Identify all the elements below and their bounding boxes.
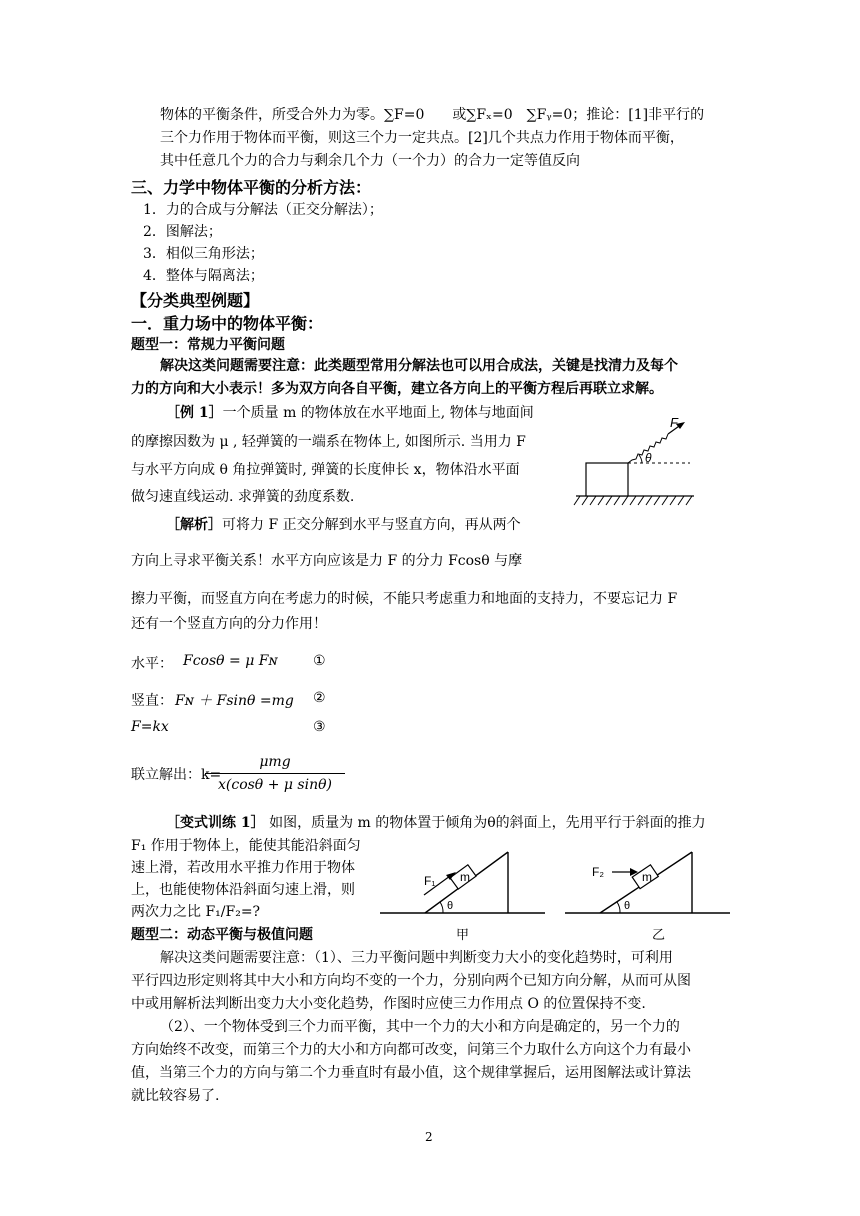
type1-note-line-1: 解决这类问题需要注意：此类题型常用分解法也可以用合成法，关键是找清力及每个: [160, 358, 678, 374]
eq3: F=kx: [131, 719, 169, 735]
type2-p1-line-2: 平行四边形定则将其中大小和方向均不变的一个力，分别向两个已知方向分解，从而可从图: [131, 973, 691, 989]
analysis-line-1: [166, 514, 521, 536]
solve-label: 联立解出：k=: [131, 767, 222, 783]
variant1-label: ［变式训练 1］: [166, 815, 265, 831]
analysis-text-1: 可将力 F 正交分解到水平与竖直方向，再从两个: [222, 517, 521, 533]
type2-p2-line-3: 值，当第三个力的方向与第二个力垂直时有最小值，这个规律掌握后，运用图解法或计算法: [131, 1065, 691, 1081]
type2-p2-line-1: （2）、一个物体受到三个力而平衡，其中一个力的大小和方向是确定的，另一个力的: [160, 1019, 680, 1035]
variant1-text-1: 如图，质量为 m 的物体置于倾角为θ的斜面上，先用平行于斜面的推力: [269, 815, 706, 831]
example1-line-4: 做匀速直线运动. 求弹簧的劲度系数.: [131, 489, 355, 505]
eq2-label: 竖直：: [131, 693, 173, 709]
method-item-1: 1．力的合成与分解法（正交分解法）；: [143, 202, 383, 218]
jia-caption: 甲: [456, 927, 470, 942]
section-heading: 三、力学中物体平衡的分析方法：: [131, 178, 372, 197]
type2-p1-line-1: 解决这类问题需要注意：（1）、三力平衡问题中判断变力大小的变化趋势时，可利用: [160, 950, 673, 966]
type1-note-line-2: 力的方向和大小表示！多为双方向各自平衡，建立各方向上的平衡方程后再联立求解。: [131, 381, 663, 397]
page-number: 2: [425, 1130, 433, 1144]
incline-figures: [380, 846, 740, 942]
type2-title: 题型二：动态平衡与极值问题: [131, 927, 313, 943]
example1-line-3: 与水平方向成 θ 角拉弹簧时, 弹簧的长度伸长 x，物体沿水平面: [131, 462, 520, 478]
analysis-line-3: 擦力平衡，而竖直方向在考虑力的时候，不能只考虑重力和地面的支持力，不要忘记力 F: [131, 591, 678, 607]
intro-line-2: 三个力作用于物体而平衡，则这三个力一定共点。[2]几个共点力作用于物体而平衡，: [160, 130, 684, 146]
type2-p2-line-2: 方向始终不改变，而第三个力的大小和方向都可改变，问第三个力取什么方向这个力有最小: [131, 1042, 691, 1058]
spring-block-figure: [572, 410, 702, 508]
analysis-line-4: 还有一个竖直方向的分力作用！: [131, 616, 327, 632]
eq3-number: ③: [313, 719, 326, 735]
yi-angle-label: θ: [624, 900, 631, 912]
fig1-angle-label: θ: [645, 451, 652, 465]
eq2: Fɴ ＋ Fsinθ =mg: [175, 693, 294, 709]
jia-mass-label: m: [460, 870, 470, 884]
intro-line-3: 其中任意几个力的合力与剩余几个力（一个力）的合力一定等值反向: [160, 153, 580, 169]
example1-label: ［例 1］: [166, 405, 223, 421]
fraction-denominator: x(cosθ + μ sinθ): [218, 777, 332, 793]
eq1: Fcosθ = μ Fɴ: [183, 653, 278, 669]
jia-angle-label: θ: [447, 900, 454, 912]
classified-heading: 【分类典型例题】: [131, 291, 260, 310]
eq1-label: 水平：: [131, 656, 173, 672]
variant1-line-4: 上，也能使物体沿斜面匀速上滑，则: [131, 882, 355, 898]
example1-text-1: 一个质量 m 的物体放在水平地面上, 物体与地面间: [222, 405, 534, 421]
eq2-number: ②: [313, 690, 326, 706]
type1-title: 题型一：常规力平衡问题: [131, 337, 285, 353]
fraction-bar: [205, 773, 345, 774]
yi-caption: 乙: [652, 927, 666, 942]
variant1-line-1: [166, 812, 706, 834]
method-item-3: 3．相似三角形法；: [143, 246, 264, 262]
part1-heading: 一．重力场中的物体平衡：: [131, 314, 324, 333]
analysis-label: ［解析］: [166, 517, 222, 533]
variant1-line-5: 两次力之比 F₁/F₂=?: [131, 904, 261, 920]
variant1-line-3: 速上滑，若改用水平推力作用于物体: [131, 860, 355, 876]
eq1-number: ①: [313, 653, 326, 669]
variant1-line-2: F₁ 作用于物体上，能使其能沿斜面匀: [131, 838, 361, 854]
fraction-numerator: μmg: [259, 754, 291, 770]
yi-force-label: F₂: [592, 865, 604, 879]
jia-force-label: F₁: [424, 874, 436, 888]
example1-line-2: 的摩擦因数为 μ , 轻弹簧的一端系在物体上, 如图所示. 当用力 F: [131, 434, 526, 450]
intro-line-1: 物体的平衡条件，所受合外力为零。∑F=0 或∑Fₓ=0 ∑Fᵧ=0；推论：[1]非平行的: [160, 107, 705, 123]
type2-p1-line-3: 中或用解析法判断出变力大小变化趋势，作图时应使三力作用点 O 的位置保持不变.: [131, 996, 646, 1012]
yi-mass-label: m: [642, 870, 652, 884]
example1-line-1: [166, 402, 534, 424]
fig1-force-label: F: [670, 415, 678, 430]
method-item-4: 4．整体与隔离法；: [143, 268, 264, 284]
type2-p2-line-4: 就比较容易了.: [131, 1088, 220, 1104]
analysis-line-2: 方向上寻求平衡关系！水平方向应该是力 F 的分力 Fcosθ 与摩: [131, 553, 523, 569]
method-item-2: 2．图解法；: [143, 224, 222, 240]
